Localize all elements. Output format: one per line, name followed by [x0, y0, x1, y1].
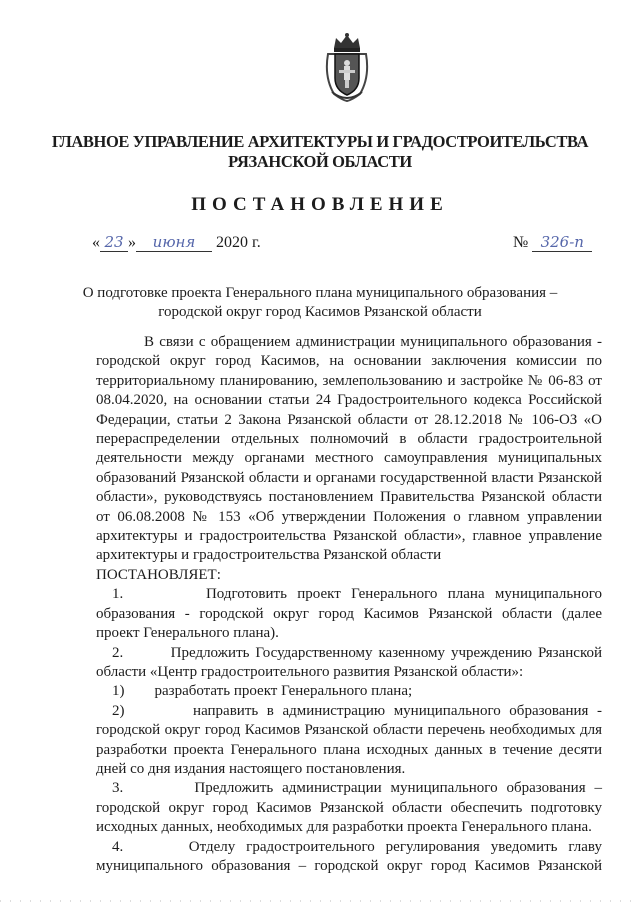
organization-name-line1: ГЛАВНОЕ УПРАВЛЕНИЕ АРХИТЕКТУРЫ И ГРАДОСТРОИТЕЛЬСТВА: [51, 132, 589, 151]
list-item-3: 3. Предложить администрации муниципального образования – городской округ город Касимов Рязанской области обеспечить подготовку исходных данных, необходимых для разработки проекта Генерального плана.: [96, 780, 602, 836]
date-year: 2020 г.: [216, 234, 261, 251]
intro-paragraph: В связи с обращением администрации муниципального образования - городской округ город Касимов, на основании заключения комиссии по территориальному планированию, землепользованию и застройке № 06-83 от 08.04.2020, на основании статьи 24 Градостроительного кодекса Российской Федерации, статьи 2 Закона Рязанской области от 28.12.2018 № 106-ОЗ «О перераспределении отдельных полномочий в области градостроительной деятельности между органами местного самоуправления муниципальных образований Рязанской области и органами государственной власти Рязанской области», руководствуясь постановлением Правительства Рязанской области от 06.08.2008 № 153 «Об утверждении Положения о главном управлении архитектуры и градостроительства Рязанской области», главное управление архитектуры и градостроительства Рязанской области: [96, 334, 602, 564]
resolves-heading: ПОСТАНОВЛЯЕТ:: [96, 566, 221, 583]
list-subitem-2-2: 2) направить в администрацию муниципального образования - городской округ город Касимов Рязанской области перечень необходимых для разработки проекта Генерального плана исходных данных в течение десяти дней со дня издания настоящего постановления.: [96, 702, 602, 777]
document-number: [513, 233, 592, 252]
document-body: [96, 333, 602, 876]
date-open-quote: «: [92, 234, 100, 251]
number-value: 326-п: [532, 233, 592, 252]
document-type-title: ПОСТАНОВЛЕНИЕ: [191, 194, 449, 215]
subject-line1: О подготовке проекта Генерального плана муниципального образования –: [82, 285, 558, 301]
list-subitem-2-1: 1) разработать проект Генерального плана;: [112, 683, 413, 700]
list-item-4: 4. Отделу градостроительного регулирования уведомить главу муниципального образования – городской округ город Касимов Рязанской: [96, 838, 602, 874]
date-close-quote: »: [128, 234, 136, 251]
coat-of-arms-icon: [322, 32, 372, 102]
number-label: №: [513, 234, 529, 251]
date-day: 23: [100, 233, 128, 252]
list-item-1: 1. Подготовить проект Генерального плана муниципального образования - городской округ город Касимов Рязанской области (далее проект Генерального плана).: [96, 586, 602, 642]
date-month: июня: [136, 233, 212, 252]
document-subject: [80, 284, 560, 322]
organization-name-line2: РЯЗАНСКОЙ ОБЛАСТИ: [228, 152, 412, 171]
document-date: [92, 233, 261, 252]
list-item-2: 2. Предложить Государственному казенному учреждению Рязанской области «Центр градостроительного развития Рязанской области»:: [96, 644, 602, 680]
scan-edge-marks: [0, 899, 640, 903]
subject-line2: городской округ город Касимов Рязанской области: [158, 304, 482, 320]
